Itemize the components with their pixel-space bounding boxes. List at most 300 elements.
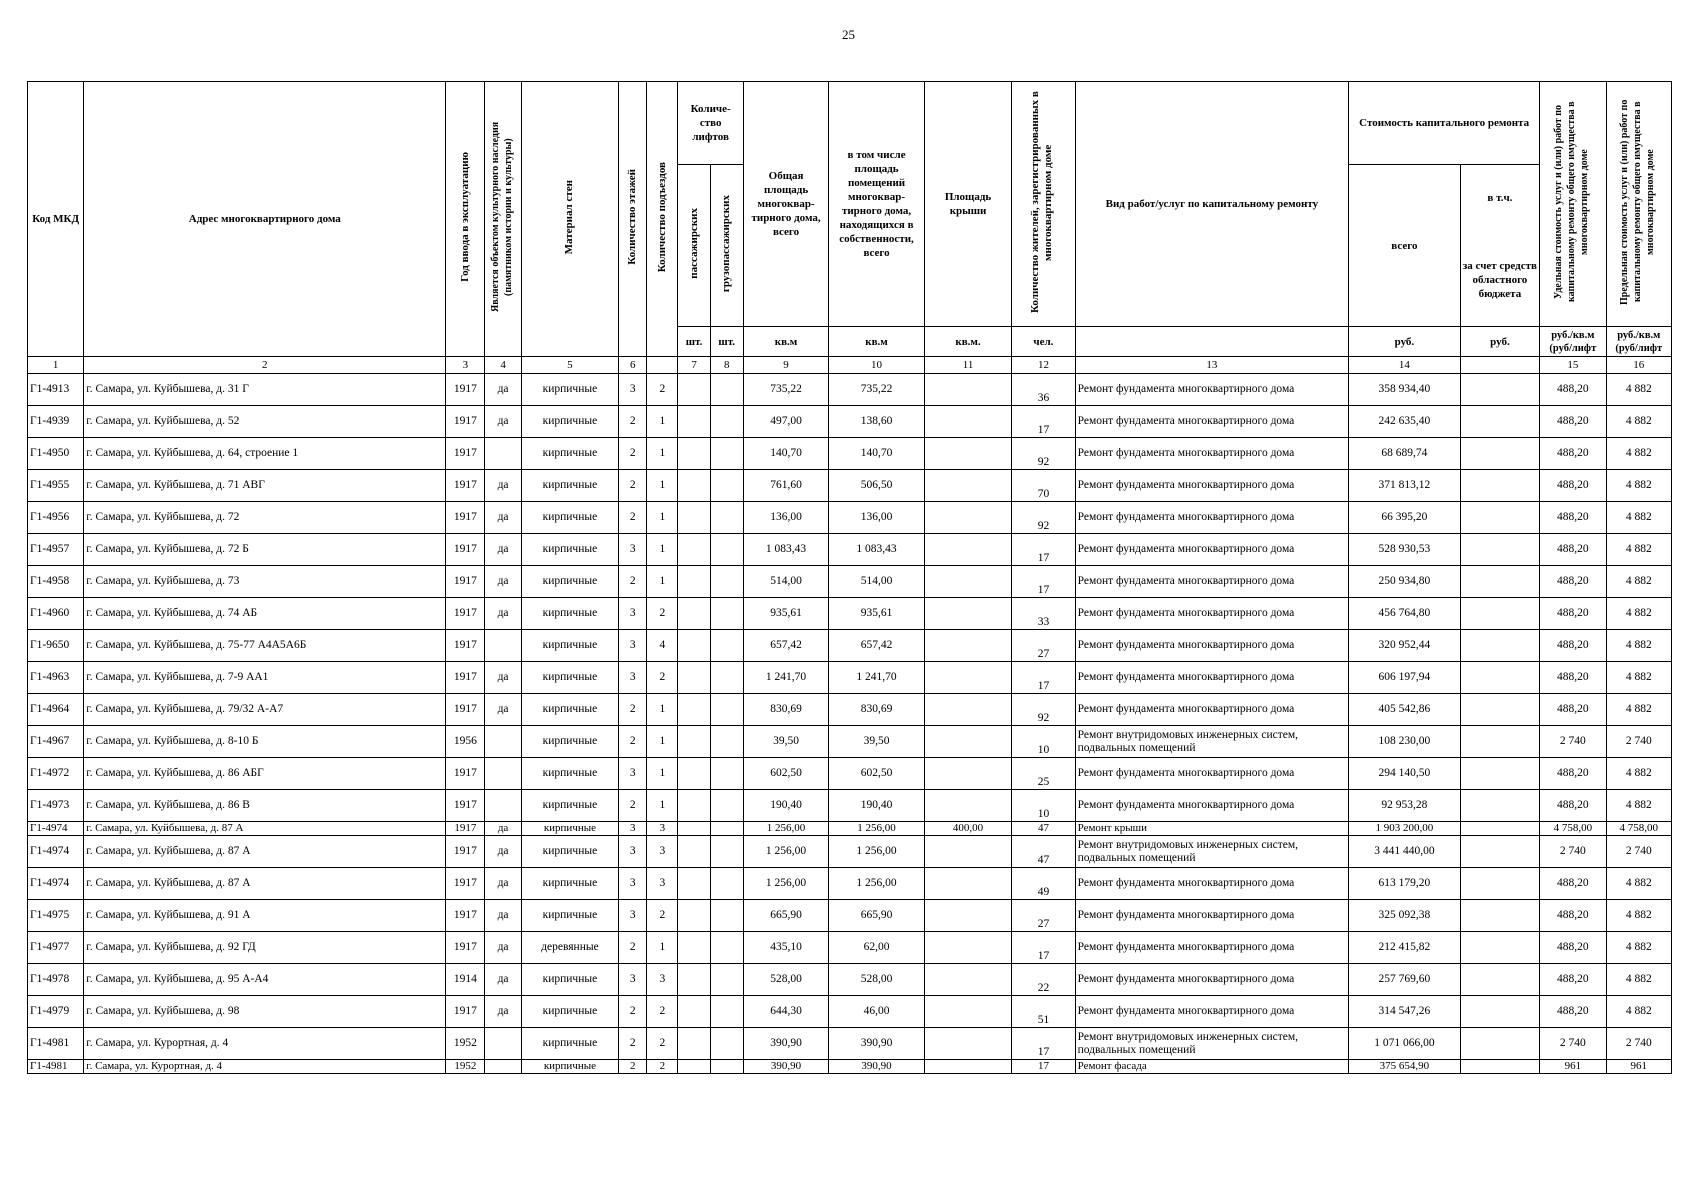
cost-regional-cell xyxy=(1460,758,1539,790)
entrances-cell: 3 xyxy=(647,964,678,996)
cost-regional-cell xyxy=(1460,438,1539,470)
lifts-freight-cell xyxy=(710,726,743,758)
lifts-passenger-cell xyxy=(678,868,710,900)
lifts-passenger-cell xyxy=(678,406,710,438)
lifts-freight-cell xyxy=(710,932,743,964)
table-row xyxy=(28,534,1672,566)
entrances-cell: 1 xyxy=(647,502,678,534)
owned-area-cell: 528,00 xyxy=(829,964,925,996)
address-cell: г. Самара, ул. Курортная, д. 4 xyxy=(84,1060,446,1074)
unit-rub: руб. xyxy=(1460,327,1539,357)
column-number: 1 xyxy=(28,357,84,374)
owned-area-cell: 136,00 xyxy=(829,502,925,534)
heritage-cell: да xyxy=(485,836,521,868)
table-row xyxy=(28,836,1672,868)
lifts-freight-cell xyxy=(710,566,743,598)
entrances-cell: 2 xyxy=(647,900,678,932)
code-cell: Г1-4958 xyxy=(28,566,84,598)
header-cost-regional-label: за счет средств областного бюджета xyxy=(1462,259,1537,300)
lifts-passenger-cell xyxy=(678,598,710,630)
unit-cost-cell: 488,20 xyxy=(1540,566,1606,598)
unit-cost-cell: 488,20 xyxy=(1540,964,1606,996)
material-cell: кирпичные xyxy=(521,502,619,534)
lifts-freight-cell xyxy=(710,406,743,438)
code-cell: Г1-4977 xyxy=(28,932,84,964)
header-owned-area: в том числе площадь помещений многоквар-тирного дома, находящихся в собственности, всего xyxy=(829,82,925,327)
roof-area-cell xyxy=(924,662,1011,694)
owned-area-cell: 390,90 xyxy=(829,1060,925,1074)
residents-cell: 17 xyxy=(1012,566,1075,598)
roof-area-cell xyxy=(924,964,1011,996)
residents-cell: 17 xyxy=(1012,1060,1075,1074)
cost-regional-cell xyxy=(1460,630,1539,662)
work-type-cell: Ремонт фундамента многоквартирного дома xyxy=(1075,996,1348,1028)
heritage-cell: да xyxy=(485,694,521,726)
limit-cost-cell: 4 882 xyxy=(1606,534,1672,566)
roof-area-cell xyxy=(924,932,1011,964)
limit-cost-cell: 4 882 xyxy=(1606,868,1672,900)
work-type-cell: Ремонт фундамента многоквартирного дома xyxy=(1075,694,1348,726)
owned-area-cell: 62,00 xyxy=(829,932,925,964)
roof-area-cell xyxy=(924,502,1011,534)
total-area-cell: 644,30 xyxy=(743,996,828,1028)
heritage-cell xyxy=(485,758,521,790)
cost-regional-cell xyxy=(1460,1028,1539,1060)
heritage-cell xyxy=(485,438,521,470)
owned-area-cell: 1 256,00 xyxy=(829,822,925,836)
roof-area-cell: 400,00 xyxy=(924,822,1011,836)
entrances-cell: 3 xyxy=(647,836,678,868)
heritage-cell: да xyxy=(485,996,521,1028)
table-row xyxy=(28,964,1672,996)
column-number xyxy=(1460,357,1539,374)
unit-cost-cell: 488,20 xyxy=(1540,502,1606,534)
lifts-passenger-cell xyxy=(678,964,710,996)
cost-total-cell: 314 547,26 xyxy=(1349,996,1461,1028)
table-row xyxy=(28,630,1672,662)
owned-area-cell: 830,69 xyxy=(829,694,925,726)
heritage-cell: да xyxy=(485,868,521,900)
material-cell: кирпичные xyxy=(521,996,619,1028)
repair-registry-table xyxy=(27,81,1672,1074)
header-cost-group: Стоимость капитального ремонта xyxy=(1349,82,1540,165)
column-number: 3 xyxy=(446,357,485,374)
roof-area-cell xyxy=(924,470,1011,502)
floors-cell: 2 xyxy=(619,502,647,534)
entrances-cell: 2 xyxy=(647,1028,678,1060)
heritage-cell: да xyxy=(485,822,521,836)
lifts-passenger-cell xyxy=(678,502,710,534)
owned-area-cell: 138,60 xyxy=(829,406,925,438)
address-cell: г. Самара, ул. Куйбышева, д. 87 А xyxy=(84,868,446,900)
floors-cell: 2 xyxy=(619,566,647,598)
entrances-cell: 1 xyxy=(647,790,678,822)
cost-total-cell: 212 415,82 xyxy=(1349,932,1461,964)
unit-cost-cell: 488,20 xyxy=(1540,790,1606,822)
unit-cost-cell: 488,20 xyxy=(1540,868,1606,900)
lifts-freight-cell xyxy=(710,662,743,694)
address-cell: г. Самара, ул. Куйбышева, д. 73 xyxy=(84,566,446,598)
work-type-cell: Ремонт фундамента многоквартирного дома xyxy=(1075,662,1348,694)
address-cell: г. Самара, ул. Куйбышева, д. 71 АВГ xyxy=(84,470,446,502)
lifts-passenger-cell xyxy=(678,438,710,470)
floors-cell: 2 xyxy=(619,1060,647,1074)
total-area-cell: 1 256,00 xyxy=(743,822,828,836)
code-cell: Г1-4975 xyxy=(28,900,84,932)
residents-cell: 47 xyxy=(1012,836,1075,868)
entrances-cell: 1 xyxy=(647,566,678,598)
year-cell: 1917 xyxy=(446,470,485,502)
floors-cell: 2 xyxy=(619,470,647,502)
lifts-passenger-cell xyxy=(678,758,710,790)
cost-total-cell: 92 953,28 xyxy=(1349,790,1461,822)
unit-cost-cell: 488,20 xyxy=(1540,406,1606,438)
lifts-passenger-cell xyxy=(678,932,710,964)
unit-rub-per-sqm: руб./кв.м (руб/лифт xyxy=(1540,327,1606,357)
heritage-cell: да xyxy=(485,566,521,598)
lifts-freight-cell xyxy=(710,470,743,502)
header-cost-total: всего xyxy=(1349,165,1461,327)
header-cost-incl: в т.ч. xyxy=(1487,191,1513,204)
limit-cost-cell: 2 740 xyxy=(1606,836,1672,868)
code-cell: Г1-4981 xyxy=(28,1028,84,1060)
address-cell: г. Самара, ул. Куйбышева, д. 87 А xyxy=(84,822,446,836)
entrances-cell: 1 xyxy=(647,758,678,790)
cost-total-cell: 606 197,94 xyxy=(1349,662,1461,694)
lifts-freight-cell xyxy=(710,534,743,566)
header-lifts-passenger: пассажирских xyxy=(678,165,710,327)
lifts-passenger-cell xyxy=(678,822,710,836)
cost-regional-cell xyxy=(1460,932,1539,964)
heritage-cell: да xyxy=(485,598,521,630)
work-type-cell: Ремонт фундамента многоквартирного дома xyxy=(1075,900,1348,932)
material-cell: кирпичные xyxy=(521,598,619,630)
year-cell: 1917 xyxy=(446,406,485,438)
residents-cell: 25 xyxy=(1012,758,1075,790)
entrances-cell: 3 xyxy=(647,822,678,836)
total-area-cell: 935,61 xyxy=(743,598,828,630)
owned-area-cell: 390,90 xyxy=(829,1028,925,1060)
roof-area-cell xyxy=(924,438,1011,470)
total-area-cell: 140,70 xyxy=(743,438,828,470)
residents-cell: 10 xyxy=(1012,726,1075,758)
cost-regional-cell xyxy=(1460,726,1539,758)
residents-cell: 27 xyxy=(1012,630,1075,662)
address-cell: г. Самара, ул. Куйбышева, д. 91 А xyxy=(84,900,446,932)
unit-sqm: кв.м. xyxy=(924,327,1011,357)
table-row xyxy=(28,726,1672,758)
heritage-cell xyxy=(485,790,521,822)
header-wall-material: Материал стен xyxy=(521,82,619,357)
address-cell: г. Самара, ул. Курортная, д. 4 xyxy=(84,1028,446,1060)
material-cell: деревянные xyxy=(521,932,619,964)
lifts-passenger-cell xyxy=(678,374,710,406)
entrances-cell: 2 xyxy=(647,374,678,406)
work-type-cell: Ремонт фасада xyxy=(1075,1060,1348,1074)
header-work-type: Вид работ/услуг по капитальному ремонту xyxy=(1075,82,1348,327)
roof-area-cell xyxy=(924,726,1011,758)
cost-total-cell: 528 930,53 xyxy=(1349,534,1461,566)
residents-cell: 33 xyxy=(1012,598,1075,630)
owned-area-cell: 39,50 xyxy=(829,726,925,758)
owned-area-cell: 657,42 xyxy=(829,630,925,662)
column-number: 9 xyxy=(743,357,828,374)
lifts-passenger-cell xyxy=(678,630,710,662)
year-cell: 1917 xyxy=(446,868,485,900)
unit-cost-cell: 2 740 xyxy=(1540,726,1606,758)
material-cell: кирпичные xyxy=(521,900,619,932)
cost-total-cell: 325 092,38 xyxy=(1349,900,1461,932)
floors-cell: 3 xyxy=(619,900,647,932)
column-number: 14 xyxy=(1349,357,1461,374)
unit-cost-cell: 488,20 xyxy=(1540,598,1606,630)
year-cell: 1917 xyxy=(446,438,485,470)
residents-cell: 17 xyxy=(1012,1028,1075,1060)
work-type-cell: Ремонт внутридомовых инженерных систем, подвальных помещений xyxy=(1075,1028,1348,1060)
cost-total-cell: 375 654,90 xyxy=(1349,1060,1461,1074)
limit-cost-cell: 4 882 xyxy=(1606,996,1672,1028)
table-row xyxy=(28,406,1672,438)
heritage-cell: да xyxy=(485,900,521,932)
heritage-cell: да xyxy=(485,502,521,534)
work-type-cell: Ремонт крыши xyxy=(1075,822,1348,836)
unit-cost-cell: 488,20 xyxy=(1540,996,1606,1028)
residents-cell: 17 xyxy=(1012,534,1075,566)
residents-cell: 47 xyxy=(1012,822,1075,836)
unit-rub-per-sqm: руб./кв.м (руб/лифт xyxy=(1606,327,1672,357)
cost-total-cell: 3 441 440,00 xyxy=(1349,836,1461,868)
code-cell: Г1-4974 xyxy=(28,836,84,868)
code-cell: Г1-4955 xyxy=(28,470,84,502)
unit-cost-cell: 2 740 xyxy=(1540,836,1606,868)
residents-cell: 49 xyxy=(1012,868,1075,900)
lifts-passenger-cell xyxy=(678,996,710,1028)
code-cell: Г1-4960 xyxy=(28,598,84,630)
cost-total-cell: 242 635,40 xyxy=(1349,406,1461,438)
year-cell: 1917 xyxy=(446,566,485,598)
unit-cost-cell: 488,20 xyxy=(1540,630,1606,662)
work-type-cell: Ремонт фундамента многоквартирного дома xyxy=(1075,932,1348,964)
limit-cost-cell: 2 740 xyxy=(1606,726,1672,758)
roof-area-cell xyxy=(924,534,1011,566)
address-cell: г. Самара, ул. Куйбышева, д. 95 А-А4 xyxy=(84,964,446,996)
cost-total-cell: 613 179,20 xyxy=(1349,868,1461,900)
header-unit-cost: Удельная стоимость услуг и (или) работ по капитальному ремонту общего имущества в многоквартирном доме xyxy=(1540,82,1606,327)
year-cell: 1914 xyxy=(446,964,485,996)
total-area-cell: 190,40 xyxy=(743,790,828,822)
work-type-cell: Ремонт внутридомовых инженерных систем, подвальных помещений xyxy=(1075,726,1348,758)
address-cell: г. Самара, ул. Куйбышева, д. 86 В xyxy=(84,790,446,822)
code-cell: Г1-4964 xyxy=(28,694,84,726)
entrances-cell: 1 xyxy=(647,438,678,470)
address-cell: г. Самара, ул. Куйбышева, д. 74 АБ xyxy=(84,598,446,630)
year-cell: 1952 xyxy=(446,1060,485,1074)
column-number: 7 xyxy=(678,357,710,374)
total-area-cell: 1 241,70 xyxy=(743,662,828,694)
owned-area-cell: 602,50 xyxy=(829,758,925,790)
heritage-cell xyxy=(485,1028,521,1060)
residents-cell: 27 xyxy=(1012,900,1075,932)
code-cell: Г1-4981 xyxy=(28,1060,84,1074)
work-type-cell: Ремонт фундамента многоквартирного дома xyxy=(1075,470,1348,502)
work-type-cell: Ремонт фундамента многоквартирного дома xyxy=(1075,790,1348,822)
owned-area-cell: 190,40 xyxy=(829,790,925,822)
column-number xyxy=(647,357,678,374)
limit-cost-cell: 4 882 xyxy=(1606,662,1672,694)
owned-area-cell: 1 083,43 xyxy=(829,534,925,566)
limit-cost-cell: 961 xyxy=(1606,1060,1672,1074)
total-area-cell: 514,00 xyxy=(743,566,828,598)
year-cell: 1917 xyxy=(446,502,485,534)
lifts-freight-cell xyxy=(710,900,743,932)
roof-area-cell xyxy=(924,1028,1011,1060)
work-type-cell: Ремонт фундамента многоквартирного дома xyxy=(1075,534,1348,566)
floors-cell: 2 xyxy=(619,694,647,726)
material-cell: кирпичные xyxy=(521,694,619,726)
header-limit-cost: Предельная стоимость услуг и (или) работ по капитальному ремонту общего имущества в многоквартирном доме xyxy=(1606,82,1672,327)
limit-cost-cell: 4 882 xyxy=(1606,630,1672,662)
address-cell: г. Самара, ул. Куйбышева, д. 52 xyxy=(84,406,446,438)
floors-cell: 3 xyxy=(619,630,647,662)
material-cell: кирпичные xyxy=(521,534,619,566)
column-number: 11 xyxy=(924,357,1011,374)
total-area-cell: 390,90 xyxy=(743,1028,828,1060)
code-cell: Г1-4972 xyxy=(28,758,84,790)
owned-area-cell: 665,90 xyxy=(829,900,925,932)
total-area-cell: 497,00 xyxy=(743,406,828,438)
entrances-cell: 1 xyxy=(647,534,678,566)
roof-area-cell xyxy=(924,900,1011,932)
floors-cell: 2 xyxy=(619,406,647,438)
header-code: Код МКД xyxy=(28,82,84,357)
code-cell: Г1-4967 xyxy=(28,726,84,758)
cost-regional-cell xyxy=(1460,836,1539,868)
material-cell: кирпичные xyxy=(521,1060,619,1074)
unit-cost-cell: 488,20 xyxy=(1540,470,1606,502)
lifts-freight-cell xyxy=(710,964,743,996)
cost-total-cell: 257 769,60 xyxy=(1349,964,1461,996)
cost-total-cell: 108 230,00 xyxy=(1349,726,1461,758)
floors-cell: 3 xyxy=(619,374,647,406)
cost-regional-cell xyxy=(1460,868,1539,900)
year-cell: 1956 xyxy=(446,726,485,758)
code-cell: Г1-4957 xyxy=(28,534,84,566)
entrances-cell: 2 xyxy=(647,1060,678,1074)
roof-area-cell xyxy=(924,758,1011,790)
cost-regional-cell xyxy=(1460,900,1539,932)
lifts-freight-cell xyxy=(710,694,743,726)
table-row xyxy=(28,598,1672,630)
limit-cost-cell: 2 740 xyxy=(1606,1028,1672,1060)
table-row xyxy=(28,996,1672,1028)
heritage-cell xyxy=(485,630,521,662)
roof-area-cell xyxy=(924,790,1011,822)
owned-area-cell: 1 256,00 xyxy=(829,836,925,868)
cost-total-cell: 1 903 200,00 xyxy=(1349,822,1461,836)
residents-cell: 51 xyxy=(1012,996,1075,1028)
cost-regional-cell xyxy=(1460,406,1539,438)
year-cell: 1917 xyxy=(446,374,485,406)
address-cell: г. Самара, ул. Куйбышева, д. 98 xyxy=(84,996,446,1028)
header-entrances: Количество подъездов xyxy=(647,82,678,357)
work-type-cell: Ремонт фундамента многоквартирного дома xyxy=(1075,758,1348,790)
total-area-cell: 830,69 xyxy=(743,694,828,726)
residents-cell: 92 xyxy=(1012,438,1075,470)
floors-cell: 2 xyxy=(619,1028,647,1060)
roof-area-cell xyxy=(924,1060,1011,1074)
cost-regional-cell xyxy=(1460,534,1539,566)
lifts-freight-cell xyxy=(710,790,743,822)
column-number: 10 xyxy=(829,357,925,374)
lifts-passenger-cell xyxy=(678,662,710,694)
lifts-passenger-cell xyxy=(678,900,710,932)
column-number: 4 xyxy=(485,357,521,374)
code-cell: Г1-4973 xyxy=(28,790,84,822)
year-cell: 1917 xyxy=(446,836,485,868)
header-address: Адрес многоквартирного дома xyxy=(84,82,446,357)
material-cell: кирпичные xyxy=(521,470,619,502)
roof-area-cell xyxy=(924,868,1011,900)
total-area-cell: 1 256,00 xyxy=(743,836,828,868)
floors-cell: 3 xyxy=(619,598,647,630)
roof-area-cell xyxy=(924,598,1011,630)
limit-cost-cell: 4 882 xyxy=(1606,758,1672,790)
lifts-freight-cell xyxy=(710,822,743,836)
cost-regional-cell xyxy=(1460,566,1539,598)
total-area-cell: 390,90 xyxy=(743,1060,828,1074)
owned-area-cell: 46,00 xyxy=(829,996,925,1028)
heritage-cell xyxy=(485,1060,521,1074)
lifts-freight-cell xyxy=(710,598,743,630)
material-cell: кирпичные xyxy=(521,726,619,758)
cost-regional-cell xyxy=(1460,374,1539,406)
lifts-passenger-cell xyxy=(678,470,710,502)
total-area-cell: 665,90 xyxy=(743,900,828,932)
total-area-cell: 39,50 xyxy=(743,726,828,758)
material-cell: кирпичные xyxy=(521,630,619,662)
code-cell: Г1-9650 xyxy=(28,630,84,662)
work-type-cell: Ремонт фундамента многоквартирного дома xyxy=(1075,868,1348,900)
cost-total-cell: 68 689,74 xyxy=(1349,438,1461,470)
address-cell: г. Самара, ул. Куйбышева, д. 86 АБГ xyxy=(84,758,446,790)
lifts-freight-cell xyxy=(710,374,743,406)
header-heritage: Является объектом культурного наследия (памятником истории и культуры) xyxy=(485,82,521,357)
column-number: 16 xyxy=(1606,357,1672,374)
column-number: 15 xyxy=(1540,357,1606,374)
floors-cell: 3 xyxy=(619,964,647,996)
floors-cell: 3 xyxy=(619,868,647,900)
floors-cell: 3 xyxy=(619,822,647,836)
unit-people: чел. xyxy=(1012,327,1075,357)
year-cell: 1917 xyxy=(446,758,485,790)
owned-area-cell: 140,70 xyxy=(829,438,925,470)
table-row xyxy=(28,662,1672,694)
code-cell: Г1-4974 xyxy=(28,868,84,900)
cost-regional-cell xyxy=(1460,502,1539,534)
work-type-cell: Ремонт фундамента многоквартирного дома xyxy=(1075,374,1348,406)
limit-cost-cell: 4 882 xyxy=(1606,964,1672,996)
year-cell: 1917 xyxy=(446,822,485,836)
material-cell: кирпичные xyxy=(521,758,619,790)
work-type-cell: Ремонт фундамента многоквартирного дома xyxy=(1075,566,1348,598)
roof-area-cell xyxy=(924,374,1011,406)
heritage-cell: да xyxy=(485,406,521,438)
column-number: 5 xyxy=(521,357,619,374)
roof-area-cell xyxy=(924,406,1011,438)
entrances-cell: 2 xyxy=(647,996,678,1028)
header-cost-regional xyxy=(1460,165,1539,327)
lifts-freight-cell xyxy=(710,868,743,900)
